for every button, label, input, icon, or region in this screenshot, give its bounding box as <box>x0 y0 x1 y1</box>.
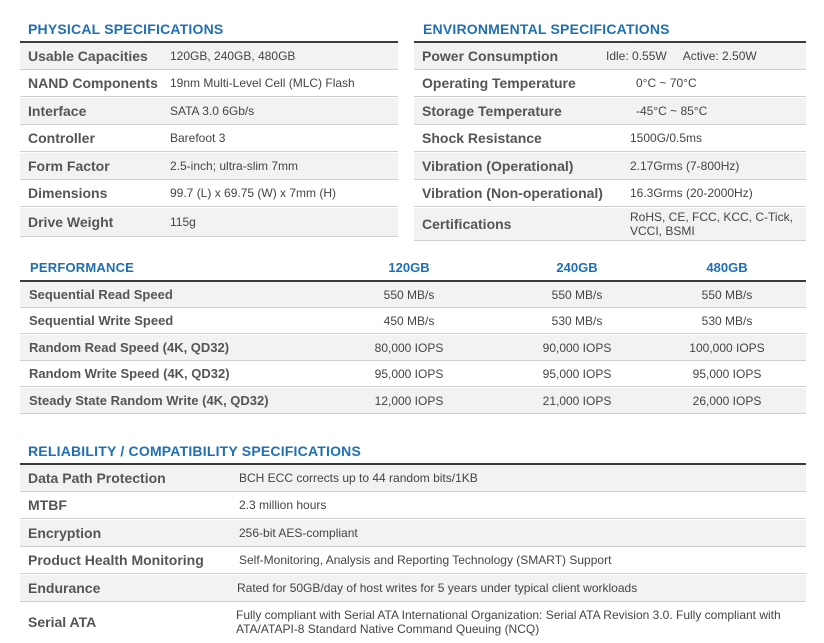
performance-column-120gb: 120GB <box>388 260 430 275</box>
spec-label: Sequential Write Speed <box>29 313 174 328</box>
perf-value: 12,000 IOPS <box>374 393 444 408</box>
table-row <box>20 70 398 97</box>
spec-label: Vibration (Non-operational) <box>422 185 603 201</box>
table-row <box>414 98 806 125</box>
perf-value: 95,000 IOPS <box>542 366 612 381</box>
spec-label: Controller <box>28 130 95 146</box>
table-row <box>20 602 806 642</box>
spec-value: 2.17Grms (7-800Hz) <box>630 159 740 173</box>
perf-value: 95,000 IOPS <box>692 366 762 381</box>
spec-label: Data Path Protection <box>28 470 166 486</box>
spec-value: 2.5-inch; ultra-slim 7mm <box>170 159 299 173</box>
table-row <box>20 43 398 70</box>
spec-value: 120GB, 240GB, 480GB <box>170 49 296 63</box>
performance-table <box>20 282 806 414</box>
reliability-specs-title: RELIABILITY / COMPATIBILITY SPECIFICATIONS <box>28 443 362 459</box>
reliability-specs-table <box>20 465 806 643</box>
spec-label: Drive Weight <box>28 214 114 230</box>
table-row <box>414 43 806 70</box>
spec-value: 0°C ~ 70°C <box>636 76 697 90</box>
perf-value: 90,000 IOPS <box>542 340 612 355</box>
spec-label: Random Write Speed (4K, QD32) <box>29 366 230 381</box>
perf-value: 450 MB/s <box>383 313 435 328</box>
table-row <box>414 180 806 207</box>
perf-value: 550 MB/s <box>701 287 753 302</box>
perf-value: 80,000 IOPS <box>374 340 444 355</box>
spec-label: Usable Capacities <box>28 48 148 64</box>
table-row <box>20 520 806 547</box>
perf-value: 95,000 IOPS <box>374 366 444 381</box>
perf-value: 550 MB/s <box>383 287 435 302</box>
spec-label: Encryption <box>28 525 102 541</box>
spec-value: RoHS, CE, FCC, KCC, C-Tick, VCCI, BSMI <box>630 210 793 238</box>
spec-value: 256-bit AES-compliant <box>239 526 358 540</box>
spec-value: 115g <box>170 215 196 229</box>
spec-value: Idle: 0.55W Active: 2.50W <box>606 49 757 63</box>
spec-label: Random Read Speed (4K, QD32) <box>29 340 230 355</box>
table-row <box>20 308 806 334</box>
table-row <box>20 153 398 180</box>
spec-label: MTBF <box>28 497 67 513</box>
perf-value: 550 MB/s <box>551 287 603 302</box>
spec-value: 1500G/0.5ms <box>630 131 703 145</box>
table-row <box>20 208 398 237</box>
physical-specs-table <box>20 43 398 237</box>
spec-label: Shock Resistance <box>422 130 542 146</box>
table-row <box>20 575 806 602</box>
table-row <box>20 361 806 387</box>
spec-value: 16.3Grms (20-2000Hz) <box>630 186 753 200</box>
spec-value: Barefoot 3 <box>170 131 226 145</box>
table-row <box>20 547 806 574</box>
spec-label: Steady State Random Write (4K, QD32) <box>29 393 269 408</box>
spec-value: Rated for 50GB/day of host writes for 5 years under typical client workloads <box>237 581 638 595</box>
table-row <box>20 335 806 361</box>
table-row <box>20 125 398 152</box>
spec-label: NAND Components <box>28 75 158 91</box>
spec-value: 19nm Multi-Level Cell (MLC) Flash <box>170 76 355 90</box>
perf-value: 21,000 IOPS <box>542 393 612 408</box>
perf-value: 530 MB/s <box>701 313 753 328</box>
spec-value: BCH ECC corrects up to 44 random bits/1KB <box>239 471 478 485</box>
spec-label: Power Consumption <box>422 48 559 64</box>
table-row <box>20 282 806 308</box>
perf-value: 530 MB/s <box>551 313 603 328</box>
spec-label: Operating Temperature <box>422 75 576 91</box>
spec-label: Serial ATA <box>28 614 97 630</box>
perf-value: 26,000 IOPS <box>692 393 762 408</box>
table-row <box>20 388 806 414</box>
perf-value: 100,000 IOPS <box>689 340 765 355</box>
spec-label: Endurance <box>28 580 101 596</box>
table-row <box>414 153 806 180</box>
table-row <box>414 70 806 97</box>
spec-value: SATA 3.0 6Gb/s <box>170 104 255 118</box>
spec-value: Self-Monitoring, Analysis and Reporting Technology (SMART) Support <box>239 553 612 567</box>
environmental-specs-title: ENVIRONMENTAL SPECIFICATIONS <box>423 21 670 37</box>
environmental-specs-table <box>414 43 806 239</box>
physical-specs-title: PHYSICAL SPECIFICATIONS <box>28 21 224 37</box>
spec-label: Interface <box>28 103 87 119</box>
spec-value: -45°C ~ 85°C <box>636 104 708 118</box>
performance-title: PERFORMANCE <box>30 260 135 275</box>
performance-column-240gb: 240GB <box>556 260 598 275</box>
table-row <box>20 180 398 207</box>
table-row <box>20 492 806 519</box>
spec-label: Certifications <box>422 216 512 232</box>
spec-value: 2.3 million hours <box>239 498 327 512</box>
spec-label: Form Factor <box>28 158 110 174</box>
spec-label: Dimensions <box>28 185 108 201</box>
table-row <box>20 465 806 492</box>
performance-column-480gb: 480GB <box>706 260 748 275</box>
spec-value: 99.7 (L) x 69.75 (W) x 7mm (H) <box>170 186 337 200</box>
table-row <box>414 208 806 241</box>
spec-value: Fully compliant with Serial ATA International Organization: Serial ATA Revision 3.0. Fully compliant with ATA/ATAPI-8 Standard Native Command Queuing (NCQ) <box>236 608 781 636</box>
spec-label: Sequential Read Speed <box>29 287 173 302</box>
table-row <box>20 98 398 125</box>
spec-label: Product Health Monitoring <box>28 552 204 568</box>
spec-label: Vibration (Operational) <box>422 158 574 174</box>
spec-label: Storage Temperature <box>422 103 562 119</box>
table-row <box>414 125 806 152</box>
